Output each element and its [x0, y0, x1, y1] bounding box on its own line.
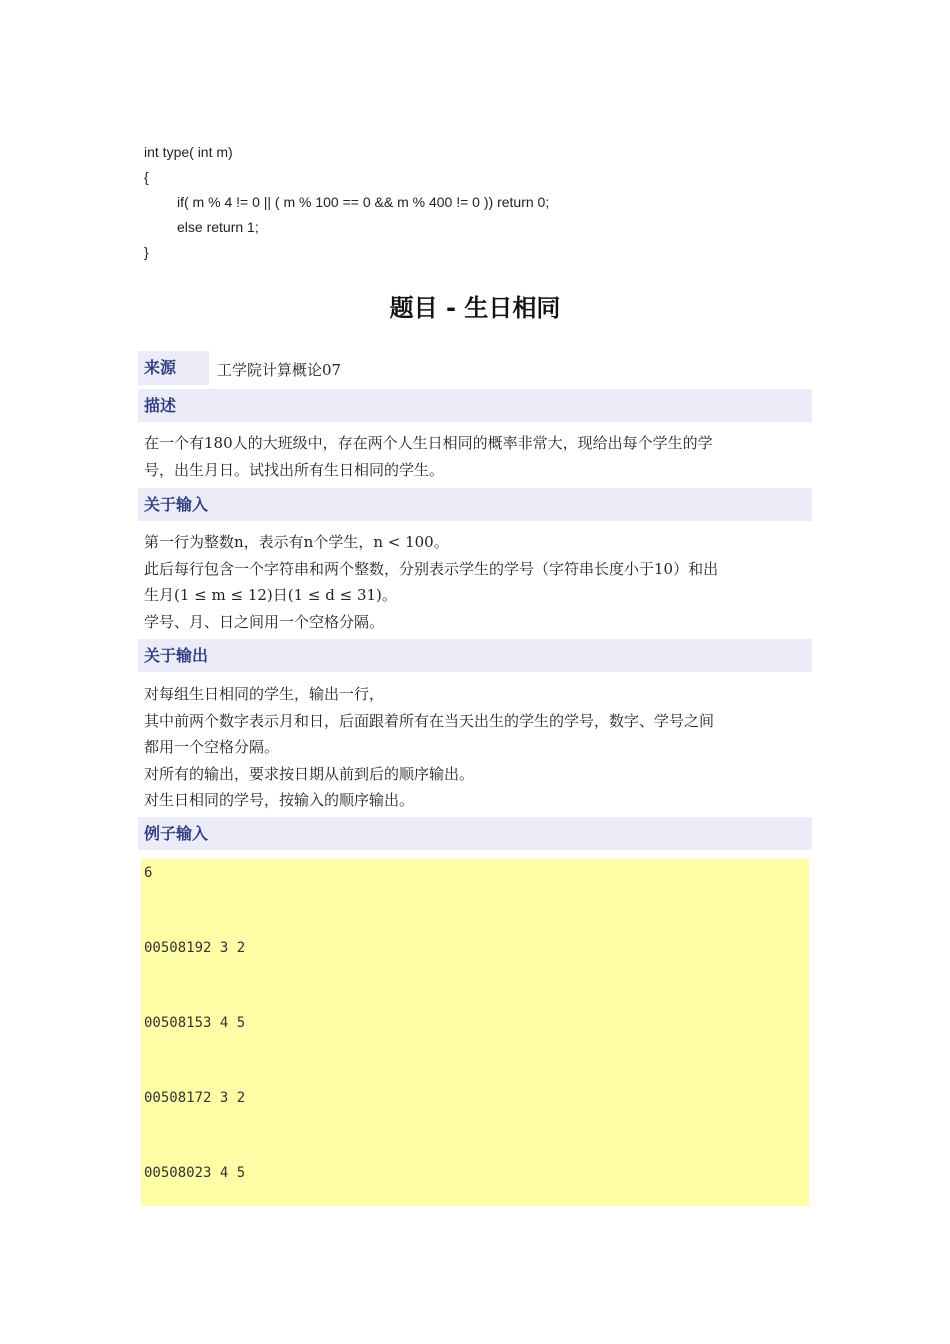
source-row	[138, 351, 812, 385]
description-header: 描述	[138, 389, 812, 422]
code-line: {	[144, 169, 149, 185]
output-line: 对每组生日相同的学生，输出一行，	[144, 685, 385, 703]
sample-line: 00508153 4 5	[144, 1015, 246, 1031]
source-label: 来源	[138, 351, 209, 385]
description-line: 号，出生月日。试找出所有生日相同的学生。	[144, 460, 445, 479]
output-line: 对所有的输出，要求按日期从前到后的顺序输出。	[144, 764, 475, 783]
input-header: 关于输入	[138, 488, 812, 521]
description-line: 在一个有180人的大班级中，存在两个人生日相同的概率非常大，现给出每个学生的学	[144, 434, 713, 452]
input-line: 第一行为整数n，表示有n个学生，n < 100。	[144, 533, 449, 551]
sample-line: 00508192 3 2	[144, 940, 246, 956]
code-snippet	[144, 140, 824, 265]
sample-input-header: 例子输入	[138, 817, 812, 850]
code-line: else return 1;	[177, 219, 259, 235]
output-header: 关于输出	[138, 639, 812, 672]
input-line: 此后每行包含一个字符串和两个整数，分别表示学生的学号（字符串长度小于10）和出	[144, 559, 719, 578]
page-title: 题目 - 生日相同	[389, 294, 561, 322]
output-text	[144, 681, 812, 814]
input-line: 生月(1 ≤ m ≤ 12)日(1 ≤ d ≤ 31)。	[144, 586, 397, 604]
output-line: 对生日相同的学号，按输入的顺序输出。	[144, 791, 415, 809]
output-line: 其中前两个数字表示月和日，后面跟着所有在当天出生的学生的学号，数字、学号之间	[144, 711, 715, 730]
sample-line: 00508172 3 2	[144, 1090, 246, 1106]
sample-line: 6	[144, 865, 153, 881]
sample-input-box	[141, 859, 809, 1206]
code-line: if( m % 4 != 0 || ( m % 100 == 0 && m % 400 != 0 )) return 0;	[177, 194, 550, 210]
input-text	[144, 529, 812, 635]
input-line: 学号、月、日之间用一个空格分隔。	[144, 612, 385, 631]
description-text	[144, 430, 812, 483]
sample-line: 00508023 4 5	[144, 1165, 246, 1181]
code-line: }	[144, 244, 149, 260]
source-value: 工学院计算概论07	[217, 361, 342, 379]
code-line: int type( int m)	[144, 144, 233, 160]
output-line: 都用一个空格分隔。	[144, 738, 280, 756]
